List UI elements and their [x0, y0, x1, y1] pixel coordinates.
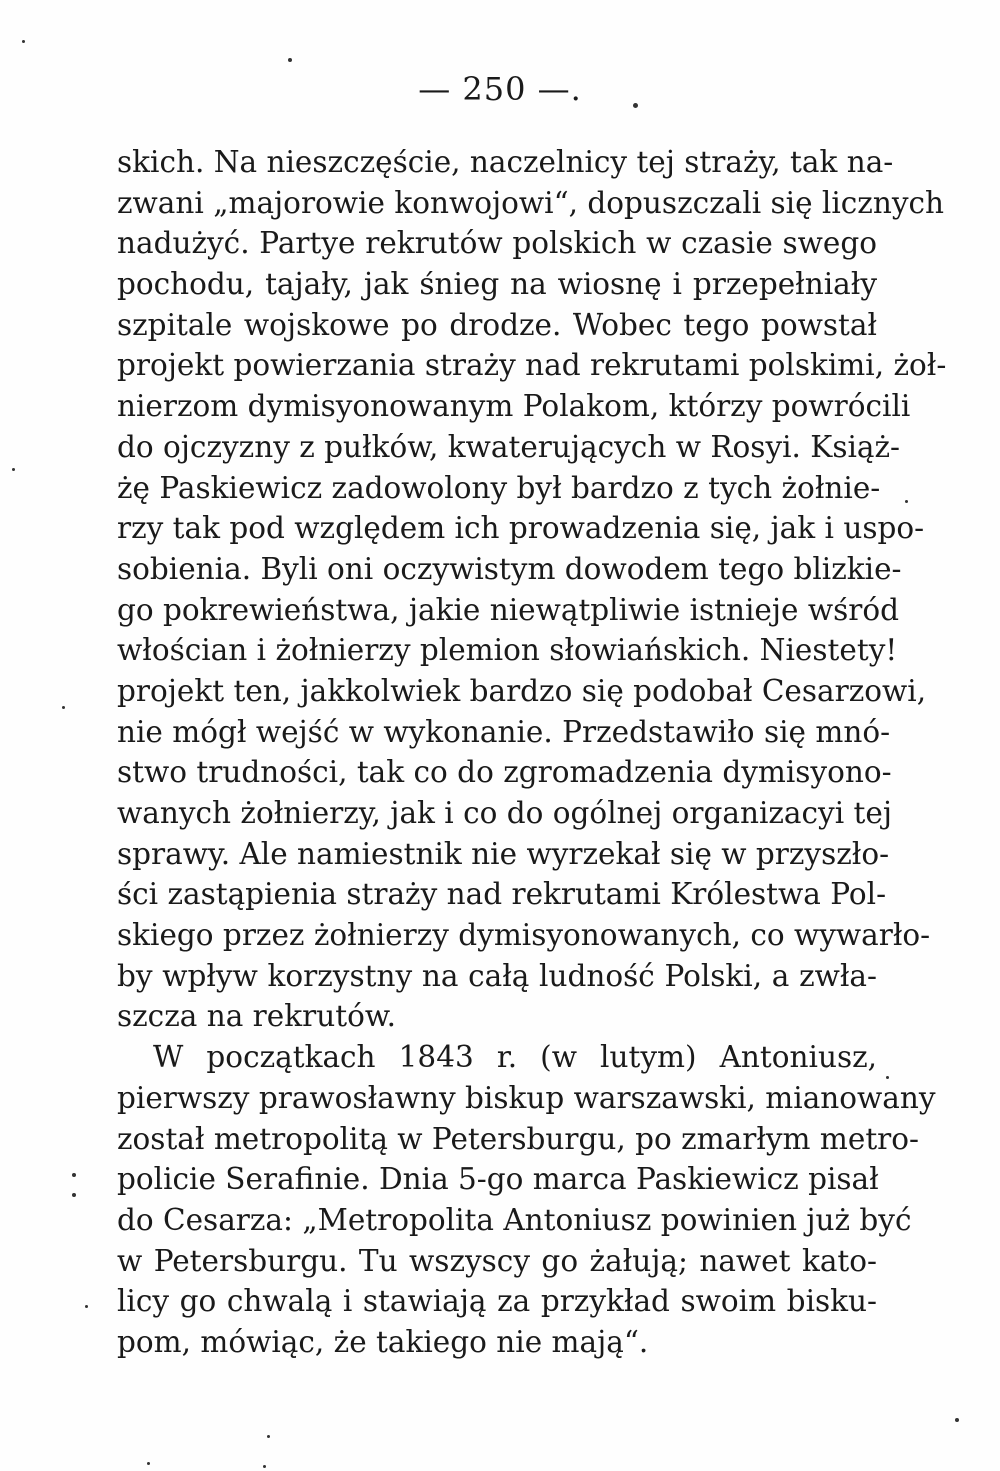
text-line: nie mógł wejść w wykonanie. Przedstawiło się mnó-: [117, 714, 891, 749]
text-line: by wpływ korzystny na całą ludność Polski, a zwła-: [117, 958, 877, 993]
scan-speck: [72, 1173, 76, 1177]
text-line: pochodu, tajały, jak śnieg na wiosnę i przepełniały: [117, 267, 877, 302]
text-line: sprawy. Ale namiestnik nie wyrzekał się w przyszło-: [117, 836, 890, 871]
text-line: został metropolitą w Petersburgu, po zmarłym metro-: [117, 1121, 920, 1156]
text-line: go pokrewieństwa, jakie niewątpliwie istnieje wśród: [117, 592, 900, 627]
text-line: w Petersburgu. Tu wszyscy go żałują; nawet kato-: [117, 1243, 877, 1278]
scan-speck: [85, 1305, 88, 1308]
text-line: projekt powierzania straży nad rekrutami polskimi, żoł-: [117, 348, 947, 383]
text-line: sobienia. Byli oni oczywistym dowodem tego blizkie-: [117, 551, 902, 586]
scan-speck: [886, 1076, 889, 1079]
scan-speck: [22, 40, 25, 43]
text-line: żę Paskiewicz zadowolony był bardzo z tych żołnie-: [117, 470, 881, 505]
body-text: [117, 142, 947, 1363]
text-line: skiego przez żołnierzy dymisyonowanych, co wywarło-: [117, 918, 931, 953]
text-line: stwo trudności, tak co do zgromadzenia dymisyono-: [117, 755, 892, 790]
text-line: policie Serafinie. Dnia 5-go marca Paskiewicz pisał: [117, 1162, 879, 1197]
paragraph-start-line: W początkach 1843 r. (w lutym) Antoniusz,: [153, 1040, 877, 1075]
scan-speck: [12, 468, 15, 471]
scan-speck: [263, 1465, 266, 1468]
scan-speck: [72, 1193, 76, 1197]
scan-speck: [955, 1418, 959, 1422]
text-line: pierwszy prawosławny biskup warszawski, mianowany: [117, 1080, 936, 1115]
text-line: zwani „majorowie konwojowi“, dopuszczali się licznych: [117, 185, 945, 220]
text-line: włościan i żołnierzy plemion słowiańskich. Niestety!: [117, 633, 898, 668]
scan-speck: [147, 1462, 150, 1465]
text-line: rzy tak pod względem ich prowadzenia się, jak i uspo-: [117, 511, 925, 546]
paragraph-end-line: szcza na rekrutów.: [117, 999, 396, 1034]
text-line: do Cesarza: „Metropolita Antoniusz powinien już być: [117, 1202, 912, 1237]
scan-speck: [267, 1435, 270, 1438]
text-line: licy go chwalą i stawiają za przykład swoim bisku-: [117, 1284, 877, 1319]
scan-speck: [905, 500, 908, 503]
scan-speck: [288, 58, 292, 62]
text-line: skich. Na nieszczęście, naczelnicy tej straży, tak na-: [117, 145, 894, 179]
text-line: wanych żołnierzy, jak i co do ogólnej organizacyi tej: [117, 796, 892, 830]
text-line: ści zastąpienia straży nad rekrutami Królestwa Pol-: [117, 877, 887, 912]
scan-speck: [62, 706, 65, 709]
text-line: projekt ten, jakkolwiek bardzo się podobał Cesarzowi,: [117, 673, 927, 708]
text-line: do ojczyzny z pułków, kwaterujących w Rosyi. Książ-: [117, 429, 901, 464]
page-number-header: — 250 —.: [418, 70, 582, 108]
text-line: szpitale wojskowe po drodze. Wobec tego powstał: [117, 307, 877, 342]
text-line: nadużyć. Partye rekrutów polskich w czasie swego: [117, 226, 877, 261]
paragraph-end-line: pom, mówiąc, że takiego nie mają“.: [117, 1324, 649, 1359]
text-line: nierzom dymisyonowanym Polakom, którzy powrócili: [117, 389, 911, 424]
scan-speck: [633, 103, 638, 108]
